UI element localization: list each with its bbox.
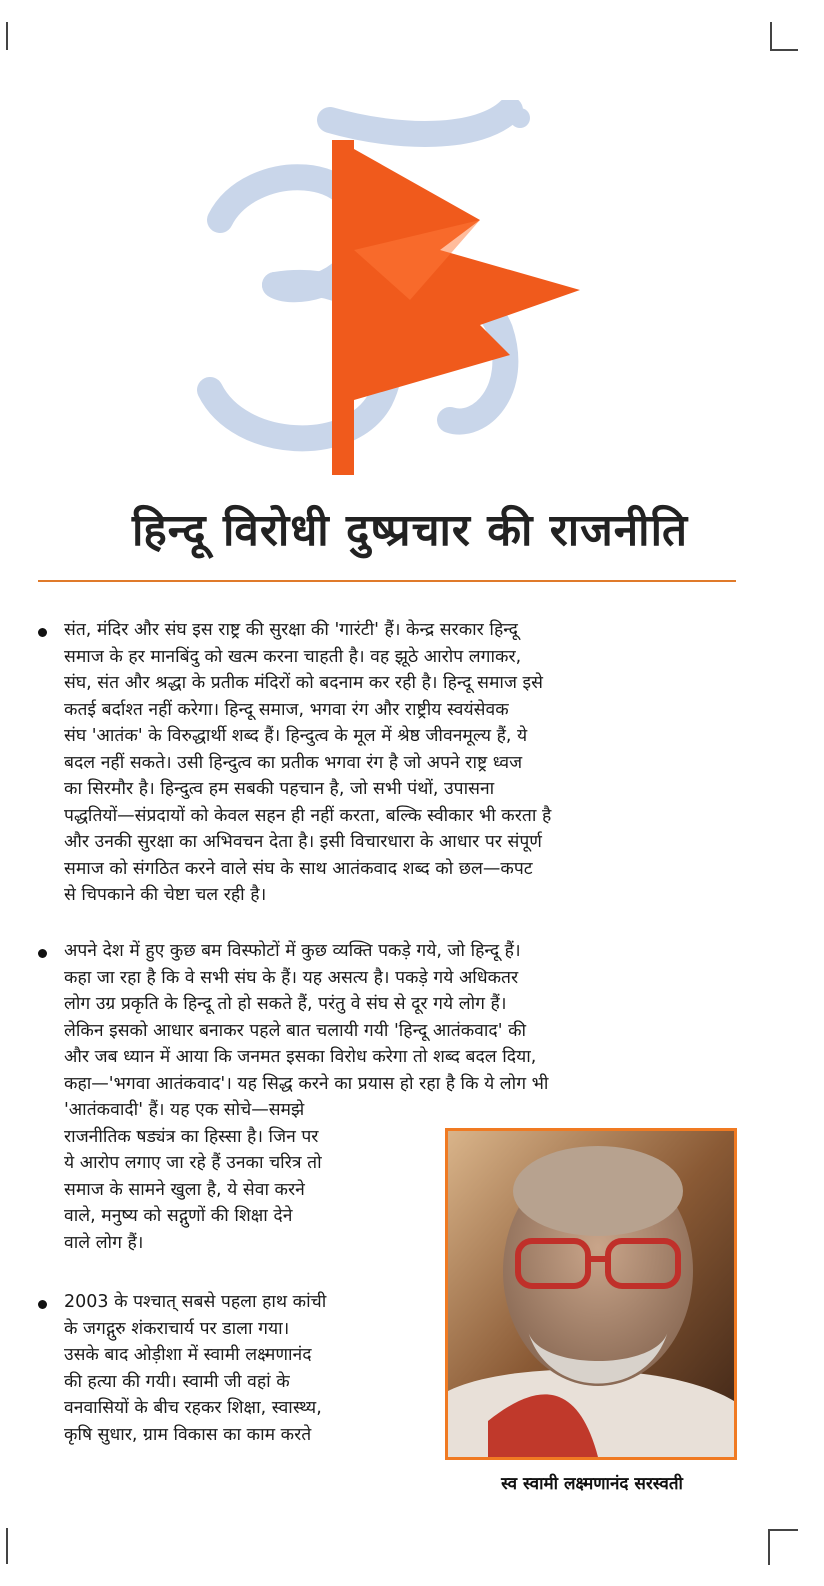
portrait-illustration (448, 1131, 734, 1457)
crop-mark-top-left (6, 22, 8, 50)
paragraph-line: ये आरोप लगाए जा रहे हैं उनका चरित्र तो (64, 1153, 322, 1173)
crop-mark-top-right-horizontal (770, 49, 798, 51)
paragraph-line: कतई बर्दाश्त नहीं करेगा। हिन्दू समाज, भगवा रंग और राष्ट्रीय स्वयंसेवक (64, 699, 509, 720)
paragraph-line: लेकिन इसको आधार बनाकर पहले बात चलायी गयी 'हिन्दू आतंकवाद' की (64, 1020, 527, 1041)
paragraph-line: का सिरमौर है। हिन्दुत्व हम सबकी पहचान है, जो सभी पंथों, उपासना (64, 779, 495, 799)
paragraph-line: संत, मंदिर और संघ इस राष्ट्र की सुरक्षा की 'गारंटी' हैं। केन्द्र सरकार हिन्दू (64, 620, 518, 640)
paragraph-2 (64, 938, 736, 1097)
paragraph-2-continued (64, 1097, 434, 1256)
paragraph-line: वाले लोग हैं। (64, 1232, 144, 1253)
paragraph-line: संघ, संत और श्रद्धा के प्रतीक मंदिरों को बदनाम कर रही है। हिन्दू समाज इसे (64, 673, 543, 693)
paragraph-line: समाज को संगठित करने वाले संघ के साथ आतंकवाद शब्द को छल—कपट (64, 858, 533, 879)
paragraph-line: वाले, मनुष्य को सद्गुणों की शिक्षा देने (64, 1206, 293, 1226)
paragraph-line: पद्धतियों—संप्रदायों को केवल सहन ही नहीं करता, बल्कि स्वीकार भी करता है (64, 805, 552, 826)
bullet-1 (38, 628, 47, 637)
paragraph-line: वनवासियों के बीच रहकर शिक्षा, स्वास्थ्य, (64, 1398, 322, 1418)
paragraph-line: 'आतंकवादी' हैं। यह एक सोचे—समझे (64, 1100, 305, 1120)
crop-mark-top-right-vertical (770, 22, 772, 50)
paragraph-line: 2003 के पश्चात् सबसे पहला हाथ कांची (64, 1292, 327, 1312)
paragraph-line: समाज के हर मानबिंदु को खत्म करना चाहती है। वह झूठे आरोप लगाकर, (64, 646, 522, 667)
paragraph-line: लोग उग्र प्रकृति के हिन्दू तो हो सकते हैं, परंतु वे संघ से दूर गये लोग हैं। (64, 994, 507, 1014)
paragraph-line: और उनकी सुरक्षा का अभिवचन देता है। इसी विचारधारा के आधार पर संपूर्ण (64, 832, 542, 852)
paragraph-1 (64, 617, 736, 909)
bullet-3 (38, 1300, 47, 1309)
paragraph-line: राजनीतिक षड्यंत्र का हिस्सा है। जिन पर (64, 1126, 319, 1147)
title-divider (38, 580, 736, 582)
paragraph-3 (64, 1289, 434, 1448)
om-flag-emblem (180, 100, 600, 480)
paragraph-line: उसके बाद ओड़ीशा में स्वामी लक्ष्मणानंद (64, 1345, 312, 1365)
paragraph-line: समाज के सामने खुला है, ये सेवा करने (64, 1179, 305, 1200)
paragraph-line: संघ 'आतंक' के विरुद्धार्थी शब्द हैं। हिन्दुत्व के मूल में श्रेष्ठ जीवनमूल्य हैं, ये (64, 726, 528, 746)
paragraph-line: से चिपकाने की चेष्टा चल रही है। (64, 885, 267, 905)
paragraph-line: और जब ध्यान में आया कि जनमत इसका विरोध करेगा तो शब्द बदल दिया, (64, 1047, 537, 1067)
page-title: हिन्दू विरोधी दुष्प्रचार की राजनीति (131, 505, 689, 556)
paragraph-line: कृषि सुधार, ग्राम विकास का काम करते (64, 1424, 312, 1445)
bullet-2 (38, 949, 47, 958)
crop-mark-bottom-left (6, 1528, 8, 1564)
paragraph-line: बदल नहीं सकते। उसी हिन्दुत्व का प्रतीक भगवा रंग है जो अपने राष्ट्र ध्वज (64, 752, 523, 773)
paragraph-line: कहा—'भगवा आतंकवाद'। यह सिद्ध करने का प्रयास हो रहा है कि ये लोग भी (64, 1073, 549, 1094)
crop-mark-bottom-right-horizontal (768, 1529, 798, 1531)
paragraph-line: की हत्या की गयी। स्वामी जी वहां के (64, 1371, 290, 1392)
portrait-photo (445, 1128, 737, 1460)
paragraph-line: के जगद्गुरु शंकराचार्य पर डाला गया। (64, 1318, 290, 1339)
crop-mark-bottom-right-vertical (768, 1529, 770, 1565)
photo-caption: स्व स्वामी लक्ष्मणानंद सरस्वती (501, 1474, 683, 1494)
paragraph-line: अपने देश में हुए कुछ बम विस्फोटों में कुछ व्यक्ति पकड़े गये, जो हिन्दू हैं। (64, 941, 521, 961)
paragraph-line: कहा जा रहा है कि वे सभी संघ के हैं। यह असत्य है। पकड़े गये अधिकतर (64, 967, 519, 988)
